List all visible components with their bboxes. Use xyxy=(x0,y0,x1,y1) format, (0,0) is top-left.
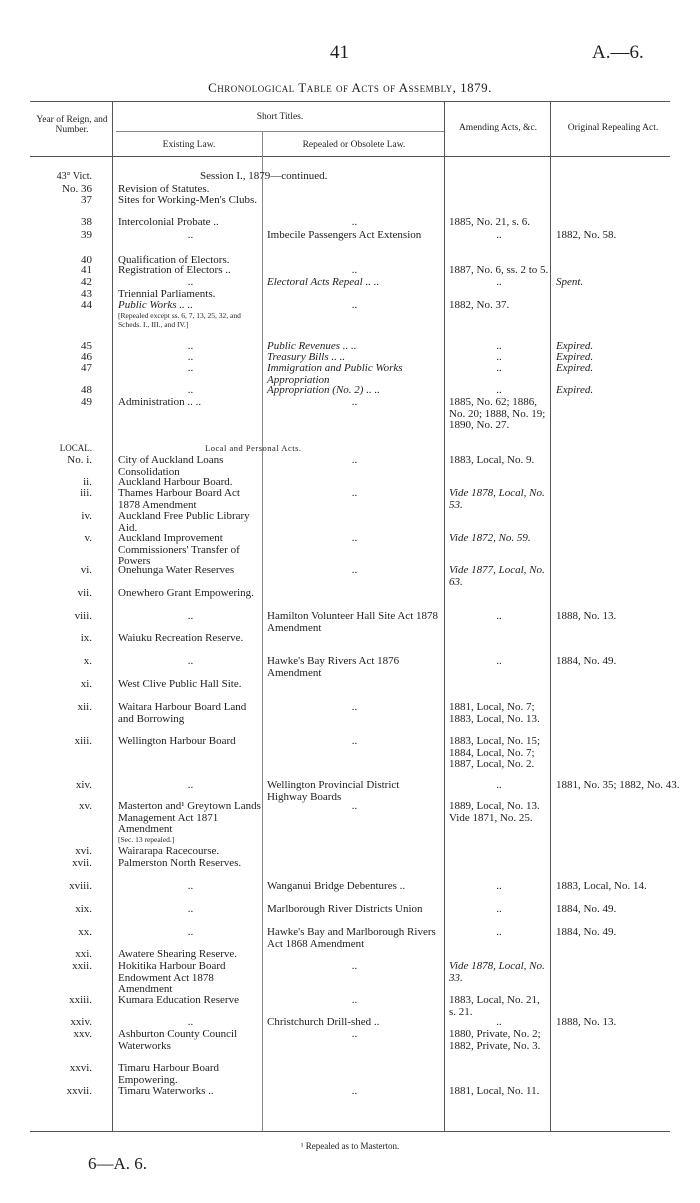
existing-law-cell: .. xyxy=(187,655,194,667)
row-number: xv. xyxy=(78,800,92,812)
existing-law-cell: Awatere Shearing Reserve. xyxy=(118,948,238,960)
page-number: 41 xyxy=(330,42,349,63)
repealed-law-cell: Wellington Provincial District Highway Boards xyxy=(267,779,400,803)
amending-acts-cell: .. xyxy=(496,880,502,892)
existing-law-cell: .. xyxy=(187,1016,194,1028)
row-number: No. i. xyxy=(67,454,92,466)
header-existing: Existing Law. xyxy=(162,140,216,150)
existing-law-note: [Repealed except ss. 6, 7, 13, 25, 32, and Scheds. I., III., and IV.] xyxy=(118,311,241,329)
original-repealing-cell: Expired. xyxy=(556,340,594,352)
repealed-law-cell: Hawke's Bay and Marlborough Rivers Act 1868 Amendment xyxy=(267,926,436,950)
existing-law-cell: Hokitika Harbour Board Endowment Act 1878 Amendment xyxy=(118,960,226,995)
repealed-law-cell: .. xyxy=(351,454,358,466)
amending-acts-cell: .. xyxy=(496,340,502,352)
existing-law-cell: .. xyxy=(187,351,194,363)
amending-acts-cell: .. xyxy=(496,926,502,938)
amending-acts-cell: 1885, No. 21, s. 6. xyxy=(449,216,530,228)
existing-law-cell: Palmerston North Reserves. xyxy=(118,857,242,869)
existing-law-cell: Qualification of Electors. xyxy=(118,254,230,266)
amending-acts-cell: .. xyxy=(496,362,502,374)
amending-acts-cell: .. xyxy=(496,384,502,396)
existing-law-note: [Sec. 13 repealed.] xyxy=(118,835,175,844)
amending-acts-cell: 1883, Local, No. 9. xyxy=(449,454,535,466)
existing-law-cell: City of Auckland Loans Consolidation xyxy=(118,454,224,478)
amending-acts-cell: 1883, Local, No. 15; 1884, Local, No. 7; 1887, Local, No. 2. xyxy=(449,735,541,770)
repealed-law-cell: .. xyxy=(351,1085,358,1097)
row-number: xxv. xyxy=(73,1028,92,1040)
amending-acts-cell: 1889, Local, No. 13. Vide 1871, No. 25. xyxy=(449,800,540,824)
header-original: Original Repealing Act. xyxy=(567,123,659,133)
existing-law-cell: .. xyxy=(187,362,194,374)
row-number: xxi. xyxy=(75,948,92,960)
amending-acts-cell: Vide 1872, No. 59. xyxy=(449,532,531,544)
existing-law-cell: .. xyxy=(187,384,194,396)
original-repealing-cell: 1882, No. 58. xyxy=(556,229,617,241)
row-number: 38 xyxy=(81,216,92,228)
amending-acts-cell: 1885, No. 62; 1886, No. 20; 1888, No. 19; 1890, No. 27. xyxy=(449,396,546,431)
row-number: 44 xyxy=(81,299,92,311)
row-number: 49 xyxy=(81,396,92,408)
repealed-law-cell: Christchurch Drill-shed .. xyxy=(267,1016,380,1028)
original-repealing-cell: 1884, No. 49. xyxy=(556,903,617,915)
repealed-law-cell: .. xyxy=(351,735,358,747)
amending-acts-cell: 1881, Local, No. 7; 1883, Local, No. 13. xyxy=(449,701,540,725)
amending-acts-cell: Vide 1877, Local, No. 63. xyxy=(449,564,545,588)
repealed-law-cell: .. xyxy=(351,487,358,499)
row-number: xviii. xyxy=(69,880,92,892)
amending-acts-cell: 1880, Private, No. 2; 1882, Private, No. 3. xyxy=(449,1028,541,1052)
row-number: 41 xyxy=(81,264,92,276)
col-divider-4 xyxy=(550,101,551,1131)
row-number: 45 xyxy=(81,340,92,352)
row-number: xvi. xyxy=(75,845,92,857)
repealed-law-cell: .. xyxy=(351,701,358,713)
amending-acts-cell: Vide 1878, Local, No. 33. xyxy=(449,960,545,984)
header-repealed: Repealed or Obsolete Law. xyxy=(302,140,406,150)
existing-law-cell: .. xyxy=(187,610,194,622)
existing-law-cell: Auckland Improvement Commissioners' Transfer of Powers xyxy=(118,532,240,567)
original-repealing-cell: 1888, No. 13. xyxy=(556,610,617,622)
existing-law-cell: Thames Harbour Board Act 1878 Amendment xyxy=(118,487,240,511)
repealed-law-cell: .. xyxy=(351,800,358,812)
footnote: ¹ Repealed as to Masterton. xyxy=(300,1141,400,1151)
row-number: xi. xyxy=(80,678,92,690)
amending-acts-cell: .. xyxy=(496,610,502,622)
row-number: 43 xyxy=(81,288,92,300)
original-repealing-cell: 1888, No. 13. xyxy=(556,1016,617,1028)
row-number: 40 xyxy=(81,254,92,266)
repealed-law-cell: .. xyxy=(351,960,358,972)
row-number: vii. xyxy=(77,587,92,599)
repealed-law-cell: .. xyxy=(351,264,358,276)
repealed-law-cell: .. xyxy=(351,299,358,311)
repealed-law-cell: Appropriation (No. 2) .. .. xyxy=(267,384,380,396)
existing-law-cell: Onehunga Water Reserves xyxy=(118,564,235,576)
existing-law-cell: Timaru Waterworks .. xyxy=(118,1085,214,1097)
row-number: xii. xyxy=(77,701,92,713)
header-top-rule xyxy=(30,101,670,102)
row-number: xix. xyxy=(75,903,92,915)
existing-law-cell: Wairarapa Racecourse. xyxy=(118,845,220,857)
row-number: xxvii. xyxy=(66,1085,92,1097)
original-repealing-cell: 1881, No. 35; 1882, No. 43. xyxy=(556,779,680,791)
existing-law-cell: Registration of Electors .. xyxy=(118,264,231,276)
amending-acts-cell: .. xyxy=(496,229,502,241)
repealed-law-cell: Wanganui Bridge Debentures .. xyxy=(267,880,406,892)
amending-acts-cell: .. xyxy=(496,655,502,667)
row-number: ii. xyxy=(83,476,92,488)
session-header: Session I., 1879—continued. xyxy=(200,170,328,182)
amending-acts-cell: 1881, Local, No. 11. xyxy=(449,1085,540,1097)
amending-acts-cell: .. xyxy=(496,276,502,288)
repealed-law-cell: Treasury Bills .. .. xyxy=(267,351,346,363)
existing-law-cell: Kumara Education Reserve xyxy=(118,994,239,1006)
subheader-rule xyxy=(116,131,444,132)
row-number: iv. xyxy=(81,510,92,522)
row-number: 47 xyxy=(81,362,92,374)
existing-law-cell: Public Works .. .. xyxy=(118,299,194,311)
row-number: 48 xyxy=(81,384,92,396)
repealed-law-cell: .. xyxy=(351,1028,358,1040)
existing-law-cell: Onewhero Grant Empowering. xyxy=(118,587,254,599)
page-title: Chronological Table of Acts of Assembly, 1879. xyxy=(208,80,492,95)
row-number: xvii. xyxy=(72,857,92,869)
existing-law-cell: Timaru Harbour Board Empowering. xyxy=(118,1062,220,1086)
row-number: xxii. xyxy=(72,960,92,972)
row-number: vi. xyxy=(80,564,92,576)
original-repealing-cell: 1883, Local, No. 14. xyxy=(556,880,647,892)
repealed-law-cell: .. xyxy=(351,216,358,228)
row-number: No. 36 xyxy=(62,183,92,195)
existing-law-cell: Wellington Harbour Board xyxy=(118,735,236,747)
col-divider-3 xyxy=(444,101,445,1131)
existing-law-cell: Waitara Harbour Board Land and Borrowing xyxy=(118,701,247,725)
existing-law-cell: .. xyxy=(187,903,194,915)
row-number: v. xyxy=(84,532,92,544)
repealed-law-cell: .. xyxy=(351,532,358,544)
row-number: xxiii. xyxy=(69,994,92,1006)
repealed-law-cell: Hawke's Bay Rivers Act 1876 Amendment xyxy=(267,655,400,679)
row-number: iii. xyxy=(80,487,92,499)
col-divider-1 xyxy=(112,101,113,1131)
amending-acts-cell: .. xyxy=(496,903,502,915)
amending-acts-cell: 1883, Local, No. 21, s. 21. xyxy=(449,994,540,1018)
table-bottom-rule xyxy=(30,1131,670,1132)
repealed-law-cell: Immigration and Public Works Appropriation xyxy=(267,362,403,386)
row-number: 46 xyxy=(81,351,92,363)
original-repealing-cell: Expired. xyxy=(556,351,594,363)
repealed-law-cell: Public Revenues .. .. xyxy=(267,340,357,352)
existing-law-cell: Waiuku Recreation Reserve. xyxy=(118,632,244,644)
amending-acts-cell: 1882, No. 37. xyxy=(449,299,510,311)
existing-law-cell: .. xyxy=(187,229,194,241)
repealed-law-cell: .. xyxy=(351,564,358,576)
repealed-law-cell: Hamilton Volunteer Hall Site Act 1878 Amendment xyxy=(267,610,438,634)
reign-prefix: 43° Vict. xyxy=(56,171,92,182)
original-repealing-cell: 1884, No. 49. xyxy=(556,655,617,667)
repealed-law-cell: Marlborough River Districts Union xyxy=(267,903,423,915)
header-bottom-rule xyxy=(30,156,670,157)
repealed-law-cell: .. xyxy=(351,994,358,1006)
original-repealing-cell: Spent. xyxy=(556,276,584,288)
header-amending: Amending Acts, &c. xyxy=(458,123,538,133)
repealed-law-cell: Electoral Acts Repeal .. .. xyxy=(267,276,380,288)
original-repealing-cell: Expired. xyxy=(556,384,594,396)
row-number: xiv. xyxy=(75,779,92,791)
header-short-titles: Short Titles. xyxy=(256,112,304,122)
original-repealing-cell: 1884, No. 49. xyxy=(556,926,617,938)
document-reference: A.—6. xyxy=(592,42,644,63)
row-number: xx. xyxy=(78,926,92,938)
existing-law-cell: Sites for Working-Men's Clubs. xyxy=(118,194,258,206)
page-footer-ref: 6—A. 6. xyxy=(88,1154,148,1173)
existing-law-cell: Triennial Parliaments. xyxy=(118,288,216,300)
amending-acts-cell: Vide 1878, Local, No. 53. xyxy=(449,487,545,511)
row-number: x. xyxy=(83,655,92,667)
amending-acts-cell: .. xyxy=(496,779,502,791)
existing-law-cell: Auckland Free Public Library Aid. xyxy=(118,510,250,534)
header-year: Year of Reign, and Number. xyxy=(36,115,108,135)
local-prefix: LOCAL. xyxy=(59,443,92,453)
repealed-law-cell: .. xyxy=(351,396,358,408)
existing-law-cell: .. xyxy=(187,880,194,892)
amending-acts-cell: .. xyxy=(496,351,502,363)
amending-acts-cell: .. xyxy=(496,1016,502,1028)
row-number: 37 xyxy=(81,194,92,206)
row-number: viii. xyxy=(74,610,92,622)
existing-law-cell: Auckland Harbour Board. xyxy=(118,476,233,488)
original-repealing-cell: Expired. xyxy=(556,362,594,374)
existing-law-cell: Administration .. .. xyxy=(118,396,202,408)
existing-law-cell: .. xyxy=(187,340,194,352)
existing-law-cell: .. xyxy=(187,779,194,791)
existing-law-cell: Masterton and¹ Greytown Lands Management Act 1871 Amendment xyxy=(118,800,261,835)
existing-law-cell: West Clive Public Hall Site. xyxy=(118,678,242,690)
row-number: xiii. xyxy=(74,735,92,747)
existing-law-cell: .. xyxy=(187,276,194,288)
amending-acts-cell: 1887, No. 6, ss. 2 to 5. xyxy=(449,264,549,276)
row-number: ix. xyxy=(80,632,92,644)
existing-law-cell: Revision of Statutes. xyxy=(118,183,210,195)
existing-law-cell: Ashburton County Council Waterworks xyxy=(118,1028,238,1052)
repealed-law-cell: Imbecile Passengers Act Extension xyxy=(267,229,422,241)
row-number: xxiv. xyxy=(70,1016,92,1028)
existing-law-cell: .. xyxy=(187,926,194,938)
row-number: xxvi. xyxy=(69,1062,92,1074)
row-number: 42 xyxy=(81,276,92,288)
row-number: 39 xyxy=(81,229,92,241)
local-header: Local and Personal Acts. xyxy=(205,443,302,453)
existing-law-cell: Intercolonial Probate .. xyxy=(118,216,219,228)
